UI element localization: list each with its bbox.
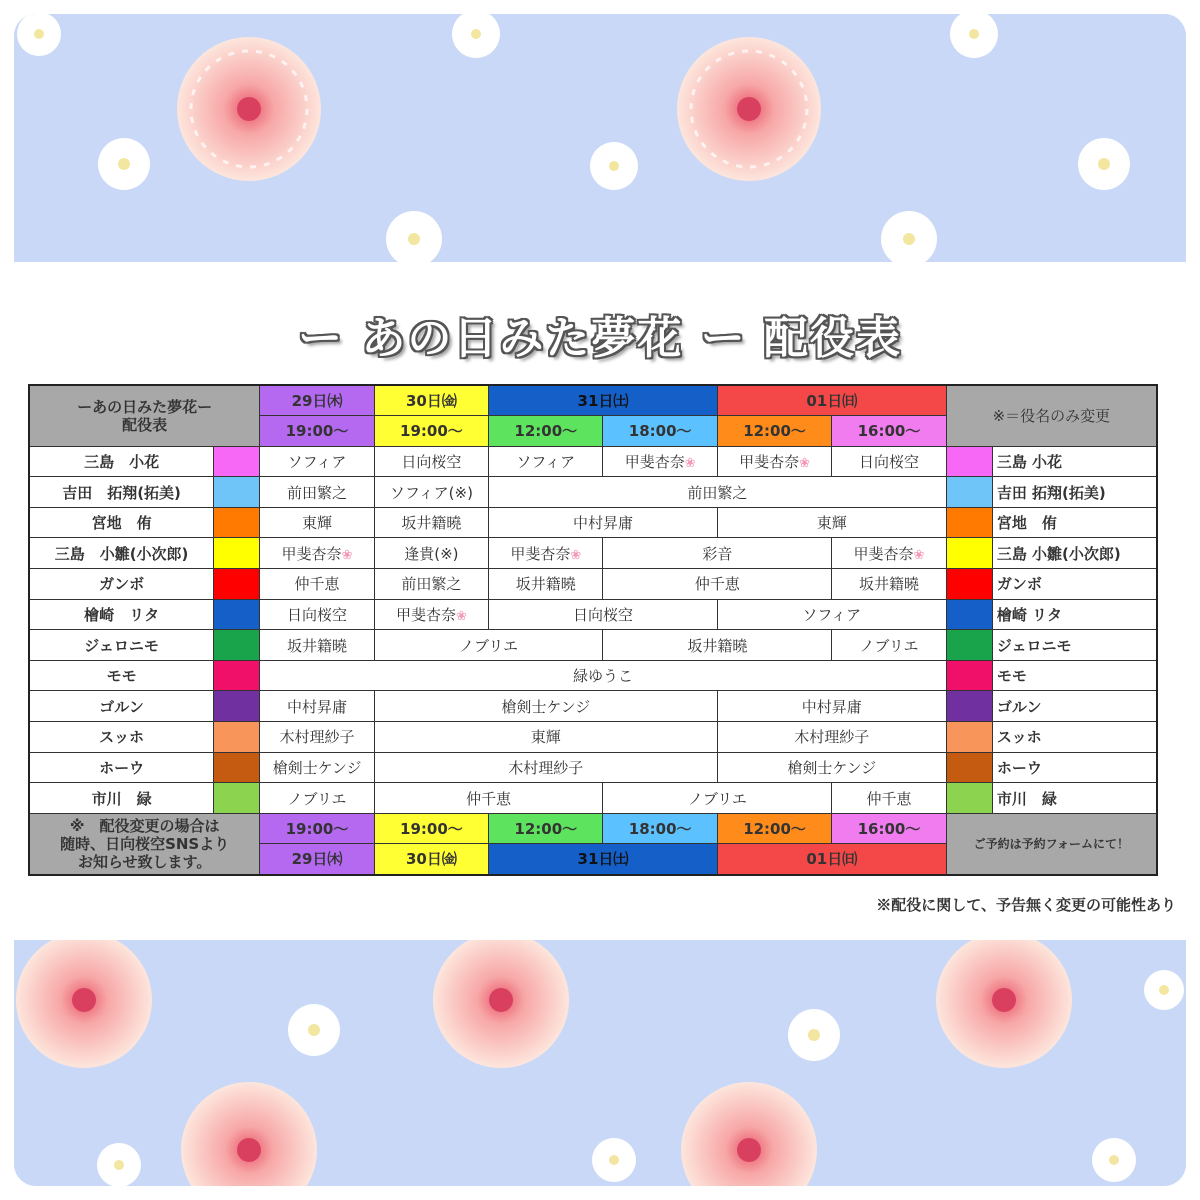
cherry-blossom-icon: ❀ (684, 455, 696, 471)
image-frame (14, 14, 1186, 1186)
footer-time-31-1800: 18:00～ (603, 813, 717, 844)
role-color-swatch (946, 507, 992, 538)
cast-cell (489, 477, 947, 508)
cast-cell (374, 783, 603, 814)
footer-time-31-1200: 12:00～ (489, 813, 603, 844)
role-color-swatch (214, 691, 260, 722)
cast-table (28, 384, 1158, 876)
actor-name: 中村昇庸 (572, 514, 633, 533)
cast-cell (260, 660, 946, 691)
actor-name: 甲斐杏奈 (624, 452, 685, 471)
role-name-right: ゴルン (992, 691, 1157, 722)
actor-name: 日向桜空 (858, 452, 919, 471)
actor-name: 坂井籍曉 (515, 575, 576, 594)
actor-name: 甲斐杏奈 (281, 544, 342, 563)
role-color-swatch (946, 599, 992, 630)
role-color-swatch (214, 538, 260, 569)
actor-name: 槍剣士ケンジ (272, 758, 362, 777)
date-01: 01日㈰ (717, 385, 946, 416)
cast-cell (374, 722, 717, 753)
role-name-right: モモ (992, 660, 1157, 691)
flower-background-bottom (14, 940, 1186, 1186)
time-29-1900: 19:00～ (260, 416, 374, 447)
cast-cell (603, 446, 717, 477)
cast-cell (260, 722, 374, 753)
role-row (29, 538, 1157, 569)
cherry-blossom-icon: ❀ (341, 547, 353, 563)
cast-cell (603, 630, 832, 661)
change-notice-line3: お知らせ致します。 (77, 852, 212, 871)
role-name-right: ガンボ (992, 569, 1157, 600)
actor-name: 中村昇庸 (801, 697, 862, 716)
cast-cell (260, 630, 374, 661)
time-31-1200: 12:00～ (489, 416, 603, 447)
white-flower-icon (590, 142, 638, 190)
change-notice-line1: ※ 配役変更の場合は (69, 816, 220, 835)
white-flower-icon (98, 138, 150, 190)
flower-background-top (14, 14, 1186, 262)
pink-flower-icon (181, 1082, 317, 1186)
white-flower-icon (950, 14, 998, 58)
actor-name: 前田繁之 (287, 483, 348, 502)
actor-name: 木村理紗子 (508, 758, 584, 777)
role-row (29, 507, 1157, 538)
change-notice (29, 813, 260, 874)
role-color-swatch (214, 630, 260, 661)
cast-cell (260, 691, 374, 722)
cast-cell (489, 538, 603, 569)
cast-cell (717, 446, 831, 477)
corner-label-line1: ーあの日みた夢花ー (77, 397, 213, 416)
role-name: ガンボ (29, 569, 214, 600)
pink-flower-icon (681, 1082, 817, 1186)
actor-name: 東輝 (302, 514, 333, 533)
footer-time-29-1900: 19:00～ (260, 813, 374, 844)
cast-cell (717, 691, 946, 722)
cherry-blossom-icon: ❀ (913, 547, 925, 563)
role-row (29, 691, 1157, 722)
cast-cell (260, 507, 374, 538)
actor-name: 仲千恵 (466, 789, 512, 808)
role-color-swatch (214, 599, 260, 630)
time-30-1900: 19:00～ (374, 416, 488, 447)
page-title: ー あの日みた夢花 ー 配役表 (298, 313, 902, 364)
role-color-swatch (946, 722, 992, 753)
actor-name: ノブリエ (287, 789, 347, 808)
role-color-swatch (946, 783, 992, 814)
actor-name: 木村理紗子 (794, 728, 870, 747)
white-flower-icon (1078, 138, 1130, 190)
cherry-blossom-icon: ❀ (455, 608, 467, 624)
actor-name: 東輝 (816, 514, 847, 533)
actor-name: 坂井籍曉 (687, 636, 748, 655)
white-flower-icon (1144, 970, 1184, 1010)
footer-date-29: 29日㈭ (260, 844, 374, 875)
actor-name: ソフィア (802, 605, 862, 624)
actor-name: 槍剣士ケンジ (787, 758, 877, 777)
role-row (29, 477, 1157, 508)
actor-name: ソフィア(※) (389, 483, 473, 502)
cherry-blossom-icon: ❀ (570, 547, 582, 563)
cast-cell (260, 477, 374, 508)
role-name-right: ジェロニモ (992, 630, 1157, 661)
role-name-right: 三島 小花 (992, 446, 1157, 477)
role-name: 三島 小雛(小次郎) (29, 538, 214, 569)
cast-cell (374, 569, 488, 600)
white-flower-icon (288, 1004, 340, 1056)
role-row (29, 752, 1157, 783)
cast-cell (374, 477, 488, 508)
actor-name: 前田繁之 (401, 575, 462, 594)
booking-note: ご予約は予約フォームにて！ (946, 813, 1157, 874)
role-name: 三島 小花 (29, 446, 214, 477)
role-color-swatch (214, 722, 260, 753)
footer-time-01-1600: 16:00～ (832, 813, 946, 844)
pink-flower-icon (936, 940, 1072, 1068)
role-name: 檜崎 リタ (29, 599, 214, 630)
role-color-swatch (214, 477, 260, 508)
role-name-right: スッホ (992, 722, 1157, 753)
disclaimer-footnote: ※配役に関して、予告無く変更の可能性あり (876, 896, 1176, 914)
actor-name: 日向桜空 (572, 605, 633, 624)
role-color-swatch (214, 446, 260, 477)
actor-name: 坂井籍曉 (401, 514, 462, 533)
actor-name: 仲千恵 (866, 789, 912, 808)
actor-name: 中村昇庸 (287, 697, 348, 716)
role-color-swatch (946, 569, 992, 600)
role-color-swatch (946, 630, 992, 661)
cast-cell (374, 538, 488, 569)
time-01-1200: 12:00～ (717, 416, 831, 447)
role-row (29, 599, 1157, 630)
role-color-swatch (214, 569, 260, 600)
role-row (29, 783, 1157, 814)
role-name-right: 檜崎 リタ (992, 599, 1157, 630)
cast-cell (374, 446, 488, 477)
header-date-row (29, 385, 1157, 416)
actor-name: 甲斐杏奈 (739, 452, 800, 471)
cast-cell (603, 783, 832, 814)
actor-name: 彩音 (702, 544, 733, 563)
cast-cell (717, 599, 946, 630)
cast-cell (717, 752, 946, 783)
role-color-swatch (946, 477, 992, 508)
cast-cell (832, 446, 946, 477)
cast-cell (603, 569, 832, 600)
cast-cell (374, 691, 717, 722)
cast-cell (489, 569, 603, 600)
role-color-swatch (214, 507, 260, 538)
actor-name: ソフィア (516, 452, 576, 471)
role-name: モモ (29, 660, 214, 691)
cast-cell (489, 507, 718, 538)
role-color-swatch (946, 538, 992, 569)
actor-name: 仲千恵 (694, 575, 740, 594)
actor-name: 槍剣士ケンジ (501, 697, 591, 716)
role-name: ゴルン (29, 691, 214, 722)
role-color-swatch (214, 752, 260, 783)
white-flower-icon (788, 1009, 840, 1061)
change-notice-line2: 随時、日向桜空SNSより (60, 834, 230, 853)
actor-name: 緑ゆうこ (572, 667, 633, 686)
role-name: 宮地 侑 (29, 507, 214, 538)
cast-cell (832, 569, 946, 600)
role-row (29, 660, 1157, 691)
actor-name: 甲斐杏奈 (853, 544, 914, 563)
cast-cell (374, 599, 488, 630)
actor-name: ノブリエ (859, 636, 919, 655)
footer-date-31: 31日㈯ (489, 844, 718, 875)
legend-note: ※＝役名のみ変更 (946, 385, 1157, 446)
cast-cell (260, 599, 374, 630)
cherry-blossom-icon: ❀ (799, 455, 811, 471)
white-flower-icon (97, 1143, 141, 1186)
cast-cell (374, 752, 717, 783)
actor-name: 前田繁之 (687, 483, 748, 502)
cast-cell (717, 507, 946, 538)
role-color-swatch (946, 446, 992, 477)
cast-cell (489, 446, 603, 477)
role-name: 市川 緑 (29, 783, 214, 814)
cast-cell (717, 722, 946, 753)
time-31-1800: 18:00～ (603, 416, 717, 447)
role-color-swatch (946, 660, 992, 691)
actor-name: 日向桜空 (401, 452, 462, 471)
role-row (29, 722, 1157, 753)
white-flower-icon (386, 211, 442, 262)
actor-name: 東輝 (530, 728, 561, 747)
pink-flower-icon (16, 940, 152, 1068)
footer-date-30: 30日㈮ (374, 844, 488, 875)
actor-name: 日向桜空 (287, 605, 348, 624)
role-color-swatch (214, 783, 260, 814)
flower-decoration-top (14, 14, 1186, 262)
cast-cell (603, 538, 832, 569)
role-row (29, 446, 1157, 477)
role-color-swatch (214, 660, 260, 691)
cast-cell (260, 569, 374, 600)
role-name-right: 宮地 侑 (992, 507, 1157, 538)
footer-date-01: 01日㈰ (717, 844, 946, 875)
white-flower-icon (592, 1138, 636, 1182)
cast-body (29, 446, 1157, 813)
corner-label (29, 385, 260, 446)
role-name-right: 市川 緑 (992, 783, 1157, 814)
actor-name: ノブリエ (687, 789, 747, 808)
role-name: スッホ (29, 722, 214, 753)
white-flower-icon (452, 14, 500, 58)
cast-cell (260, 538, 374, 569)
cast-cell (374, 507, 488, 538)
time-01-1600: 16:00～ (832, 416, 946, 447)
white-flower-icon (1092, 1138, 1136, 1182)
role-row (29, 569, 1157, 600)
flower-decoration-bottom (14, 940, 1186, 1186)
actor-name: 坂井籍曉 (287, 636, 348, 655)
role-name-right: ホーウ (992, 752, 1157, 783)
cast-sheet-panel (14, 262, 1186, 940)
actor-name: 木村理紗子 (279, 728, 355, 747)
cast-cell (832, 630, 946, 661)
actor-name: 甲斐杏奈 (510, 544, 571, 563)
footer-time-01-1200: 12:00～ (717, 813, 831, 844)
cast-cell (832, 538, 946, 569)
white-flower-icon (17, 14, 61, 56)
actor-name: ノブリエ (459, 636, 519, 655)
cast-cell (374, 630, 603, 661)
actor-name: 甲斐杏奈 (395, 605, 456, 624)
date-29: 29日㈭ (260, 385, 374, 416)
role-name-right: 吉田 拓翔(拓美) (992, 477, 1157, 508)
actor-name: 仲千恵 (294, 575, 340, 594)
actor-name: 逢貴(※) (404, 544, 459, 563)
footer-time-30-1900: 19:00～ (374, 813, 488, 844)
role-name: 吉田 拓翔(拓美) (29, 477, 214, 508)
cast-cell (260, 446, 374, 477)
pink-flower-icon (433, 940, 569, 1068)
pink-flower-icon (177, 37, 321, 181)
white-flower-icon (881, 211, 937, 262)
role-color-swatch (946, 752, 992, 783)
role-name: ジェロニモ (29, 630, 214, 661)
cast-cell (260, 783, 374, 814)
role-name-right: 三島 小雛(小次郎) (992, 538, 1157, 569)
cast-cell (832, 783, 946, 814)
cast-cell (260, 752, 374, 783)
actor-name: ソフィア (287, 452, 347, 471)
pink-flower-icon (677, 37, 821, 181)
actor-name: 坂井籍曉 (858, 575, 919, 594)
corner-label-line2: 配役表 (122, 415, 168, 434)
footer-time-row (29, 813, 1157, 844)
date-30: 30日㈮ (374, 385, 488, 416)
cast-cell (489, 599, 718, 630)
date-31: 31日㈯ (489, 385, 718, 416)
role-row (29, 630, 1157, 661)
role-name: ホーウ (29, 752, 214, 783)
role-color-swatch (946, 691, 992, 722)
